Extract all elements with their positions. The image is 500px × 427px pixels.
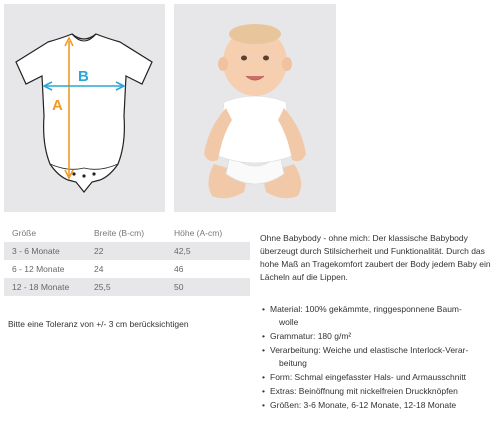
- feature-text: Extras: Beinöffnung mit nickelfreien Druckknöpfen: [270, 386, 458, 396]
- bodysuit-diagram: [4, 4, 165, 212]
- tolerance-note: Bitte eine Toleranz von +/- 3 cm berücksichtigen: [8, 319, 189, 329]
- table-cell-size: 6 - 12 Monate: [12, 264, 65, 274]
- table-header-row: [4, 224, 250, 242]
- table-cell-height: 42,5: [166, 242, 250, 260]
- feature-item-processing: [260, 344, 500, 370]
- table-cell-height: 46: [174, 264, 184, 274]
- baby-eye-right: [263, 56, 269, 61]
- baby-shirt: [218, 96, 292, 163]
- table-row: [4, 242, 250, 260]
- measure-a-label: A: [52, 97, 63, 114]
- snap-dot: [72, 172, 75, 175]
- table-header-height: Höhe (A-cm): [174, 228, 223, 238]
- feature-text-continued: beitung: [279, 358, 307, 368]
- feature-text: Verarbeitung: Weiche und elastische Interlock-Verar-: [270, 345, 469, 355]
- feature-text-continued: wolle: [279, 317, 299, 327]
- table-header-width: Breite (B-cm): [94, 228, 145, 238]
- size-table: [4, 224, 250, 296]
- feature-text: Grammatur: 180 g/m²: [270, 331, 352, 341]
- baby-ear-left: [218, 57, 228, 71]
- feature-text: Material: 100% gekämmte, ringgesponnene Baum-: [270, 304, 462, 314]
- baby-eye-left: [241, 56, 247, 61]
- measure-b-label: B: [78, 68, 89, 85]
- table-cell-width: 22: [86, 242, 166, 260]
- feature-item-extras: [260, 385, 500, 398]
- table-cell-height: 50: [166, 278, 250, 296]
- table-cell-width: 24: [94, 264, 104, 274]
- table-cell-size: 3 - 6 Monate: [4, 242, 86, 260]
- feature-list: [260, 303, 500, 413]
- size-diagram-panel: [4, 4, 165, 212]
- feature-text: Größen: 3-6 Monate, 6-12 Monate, 12-18 Monate: [270, 400, 457, 410]
- snap-dot: [82, 174, 85, 177]
- feature-item-grammage: [260, 330, 500, 343]
- product-description: [260, 232, 498, 284]
- feature-item-form: [260, 371, 500, 384]
- baby-photo-panel: [174, 4, 336, 212]
- table-cell-width: 25,5: [86, 278, 166, 296]
- feature-item-material: [260, 303, 500, 329]
- table-header-size: Größe: [12, 228, 37, 238]
- feature-text: Form: Schmal eingefasster Hals- und Armausschnitt: [270, 372, 467, 382]
- snap-dot: [92, 172, 95, 175]
- baby-photo: [174, 4, 336, 212]
- table-row: [4, 278, 250, 296]
- baby-ear-right: [282, 57, 292, 71]
- table-cell-size: 12 - 18 Monate: [4, 278, 86, 296]
- baby-hair: [229, 24, 281, 44]
- feature-item-sizes: [260, 399, 500, 412]
- table-row: [4, 260, 250, 278]
- description-text: Ohne Babybody - ohne mich: Der klassische Babybody überzeugt durch Stilsicherheit und Funktionalität. Durch das hohe Maß an Tragekomfort zaubert der Body jedem Baby ein Lächeln auf die Lippen.: [260, 233, 491, 282]
